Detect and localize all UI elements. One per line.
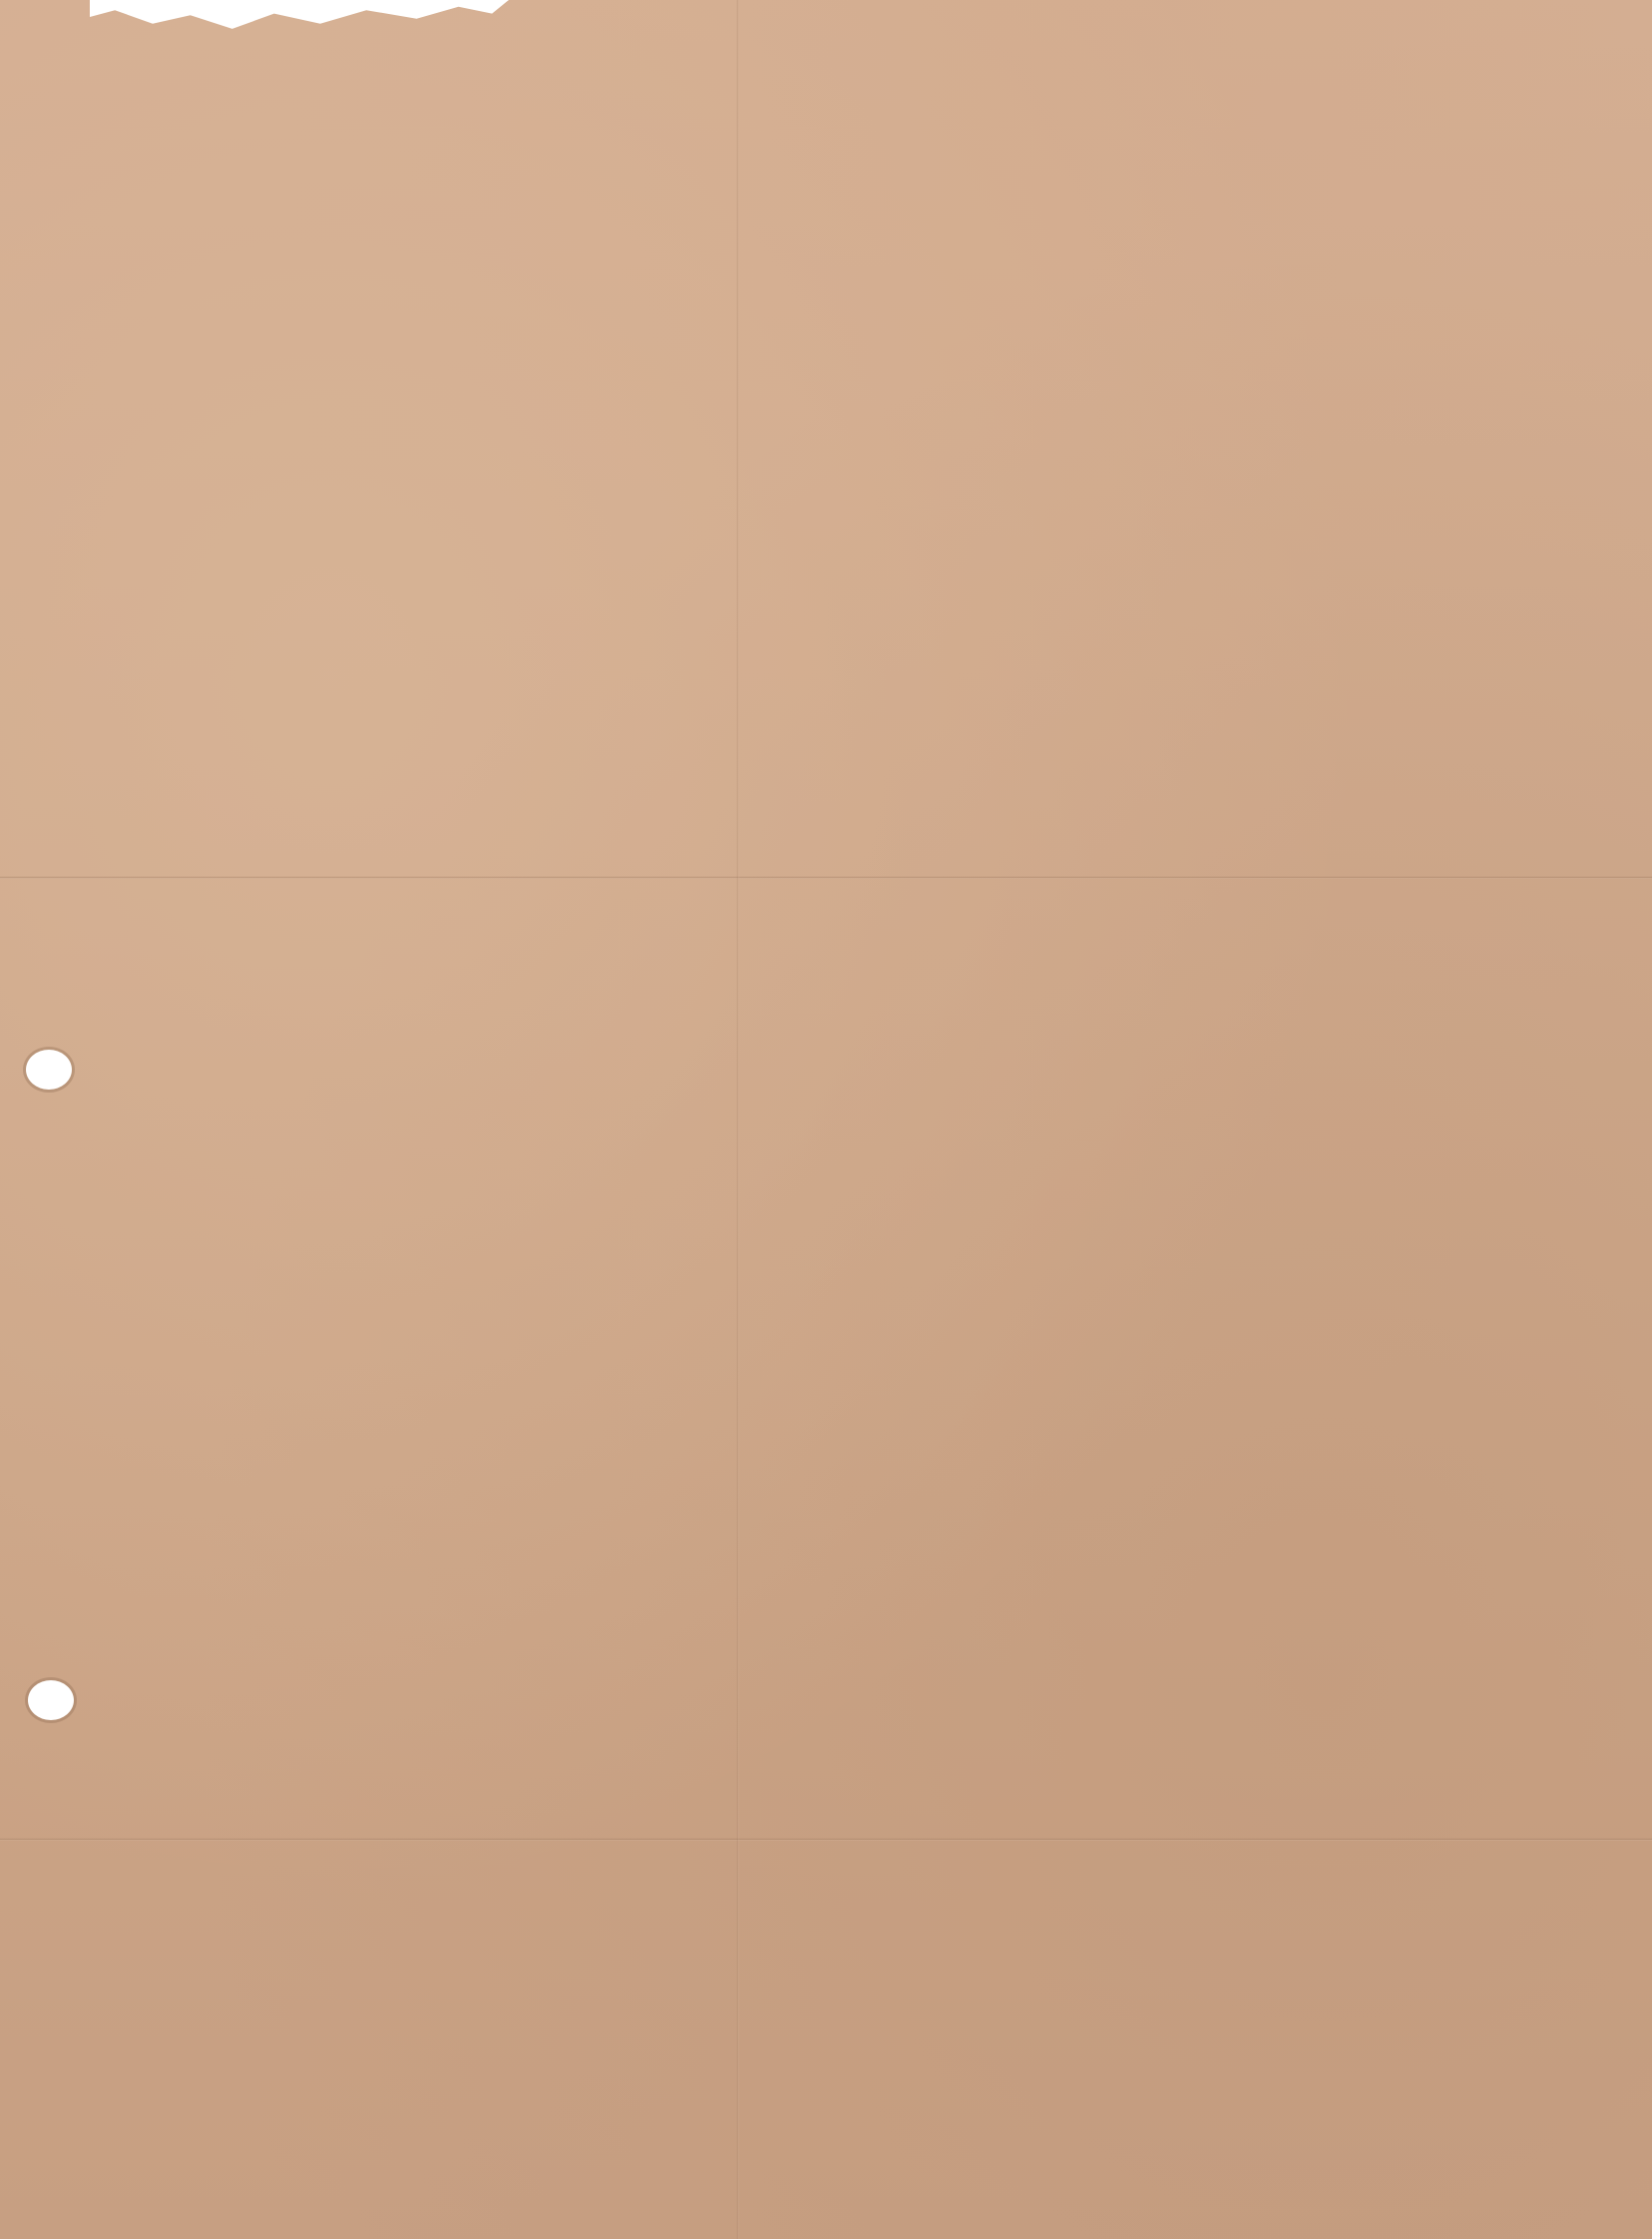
fold-crease [736, 0, 739, 2239]
punch-hole [28, 1680, 74, 1720]
fold-crease [0, 876, 1652, 879]
fold-crease [0, 1838, 1652, 1841]
punch-hole [26, 1050, 72, 1090]
torn-edge [90, 0, 509, 34]
